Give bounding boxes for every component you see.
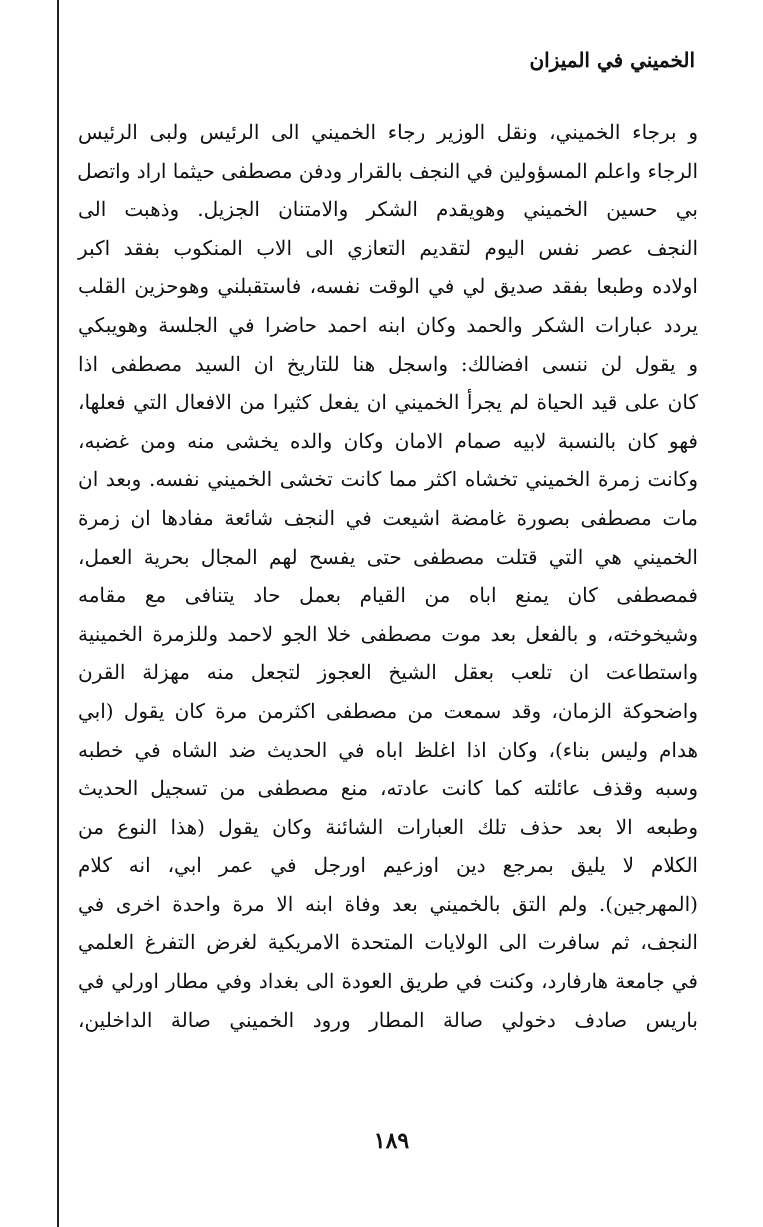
text-line: وشيخوخته، و بالفعل بعد موت مصطفى خلا الجو لاحمد وللزمرة الخمينية [78,621,698,646]
text-line: فمصطفى كان يمنع اباه من القيام بعمل حاد يتنافى مع مقامه [78,583,698,608]
text-line: في جامعة هارفارد، وكنت في طريق العودة الى بغداد وفي مطار اورلي في [78,969,698,994]
text-line: هدام وليس بناء)، وكان اذا اغلظ اباه في الحديث ضد الشاه في خطبه [78,737,698,762]
text-line: النجف عصر نفس اليوم لتقديم التعازي الى الاب المنكوب بفقد اكبر [78,235,698,260]
text-line: يردد عبارات الشكر والحمد وكان ابنه احمد حاضرا في الجلسة وهويبكي [78,312,698,337]
page-number: ١٨٩ [373,1128,410,1154]
text-line: واستطاعت ان تلعب بعقل الشيخ العجوز لتجعل منه مهزلة القرن [78,660,698,685]
text-line: باريس صادف دخولي صالة المطار ورود الخميني صالة الداخلين، [78,1007,698,1032]
text-line: وسبه وقذف عائلته كما كانت عادته، منع مصطفى من تسجيل الحديث [78,776,698,801]
text-line: الرجاء واعلم المسؤولين في النجف بالقرار ودفن مصطفى حيثما اراد واتصل [77,158,698,183]
page-gutter-line [57,0,59,1227]
text-line: (المهرجين). ولم التق بالخميني بعد وفاة ابنه الا مرة واحدة اخرى في [78,891,698,916]
text-line: كان على قيد الحياة لم يجرأ الخميني ان يفعل كثيرا من الافعال التي فعلها، [78,390,698,415]
text-line: بي حسين الخميني وهويقدم الشكر والامتنان الجزيل. وذهبت الى [78,197,698,222]
text-line: و برجاء الخميني، ونقل الوزير رجاء الخميني الى الرئيس ولبى الرئيس [78,120,698,144]
text-line: الخميني هي التي قتلت مصطفى حتى يفسح لهم المجال بحرية العمل، [78,544,698,569]
text-line: وطبعه الا بعد حذف تلك العبارات الشائنة وكان يقول (هذا النوع من [78,814,698,839]
text-line: واضحوكة الزمان، وقد سمعت من مصطفى اكثرمن مرة كان يقول (ابي [78,698,698,723]
text-line: مات مصطفى بصورة غامضة اشيعت في النجف شائعة مفادها ان زمرة [78,505,698,530]
running-head: الخميني في الميزان [529,48,695,72]
body-text [78,113,698,1039]
text-line: فهو كان بالنسبة لابيه صمام الامان وكان والده يخشى منه ومن غضبه، [78,428,698,453]
text-line: النجف، ثم سافرت الى الولايات المتحدة الامريكية لغرض التفرغ العلمي [78,930,698,955]
text-line: وكانت زمرة الخميني تخشاه اكثر مما كانت تخشى الخميني نفسه. وبعد ان [78,467,698,492]
text-line: و يقول لن ننسى افضالك: واسجل هنا للتاريخ ان السيد مصطفى اذا [78,351,698,376]
text-line: الكلام لا يليق بمرجع دين اوزعيم اورجل في عمر ابي، انه كلام [78,853,698,878]
text-line: اولاده وطبعا بفقد صديق لي في الوقت نفسه، فاستقبلني وهوحزين القلب [78,274,698,299]
